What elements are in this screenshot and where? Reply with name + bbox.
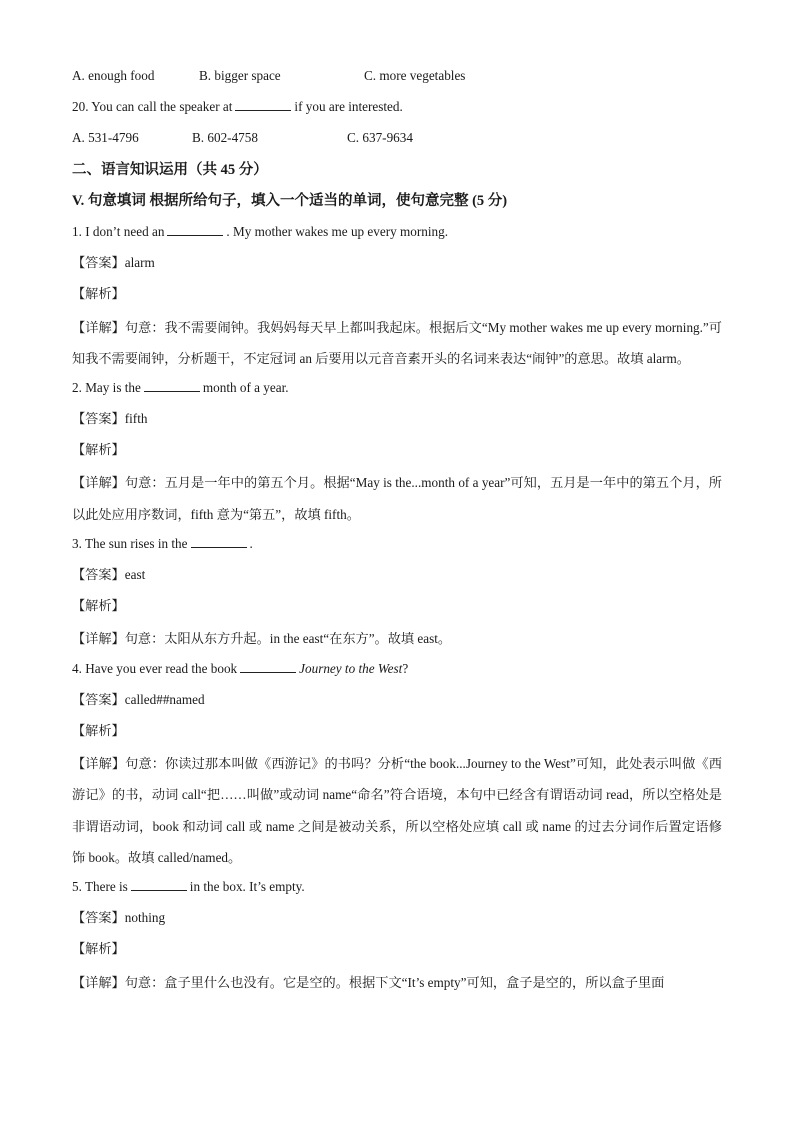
q20-option-c: C. 637-9634 <box>347 130 413 146</box>
question-1-blank <box>167 223 223 236</box>
q19-option-b: B. bigger space <box>199 68 281 83</box>
detail-4-text: 句意：你读过那本叫做《西游记》的书吗？分析“the book...Journey to the West”可知，此处表示叫做《西游记》的书，动词 call“把……叫做”或动词 name“命名”符合语境，本句中已经含有谓语动词 read，所以空格处是非谓语动词，book 和动词 call 或 name 之间是被动关系，所以空格处应填 call 或 name 的过去分词作后置定语修饰 book。故填 called/named。 <box>72 756 722 865</box>
section-5-title: V. 句意填词 根据所给句子，填入一个适当的单词，使句意完整 (5 分) <box>72 192 508 209</box>
question-2-before: 2. May is the <box>72 379 141 395</box>
document-page <box>72 62 722 998</box>
answer-3 <box>72 561 722 592</box>
detail-4 <box>72 748 722 873</box>
detail-2-text: 句意：五月是一年中的第五个月。根据“May is the...month of a year”可知，五月是一年中的第五个月，所以此处应用序数词，fifth 意为“第五”，故填 fifth。 <box>72 475 722 522</box>
detail-3-text: 句意：太阳从东方升起。in the east“在东方”。故填 east。 <box>124 631 452 647</box>
detail-label: 【详解】 <box>72 631 125 647</box>
question-4-book-title: Journey to the West <box>299 660 403 676</box>
analysis-4 <box>72 717 722 748</box>
question-2 <box>72 374 722 405</box>
question-1-before: 1. I don’t need an <box>72 223 165 239</box>
question-5-after: in the box. It’s empty. <box>189 879 305 895</box>
analysis-label: 【解析】 <box>72 941 125 957</box>
detail-3 <box>72 623 722 654</box>
q20-text-after: if you are interested. <box>294 99 403 115</box>
answer-label: 【答案】 <box>72 567 125 583</box>
detail-label: 【详解】 <box>72 475 125 491</box>
answer-1-value: alarm <box>124 255 155 271</box>
detail-2 <box>72 467 722 529</box>
analysis-label: 【解析】 <box>72 286 125 302</box>
analysis-label: 【解析】 <box>72 598 125 614</box>
question-3 <box>72 530 722 561</box>
detail-label: 【详解】 <box>72 974 125 990</box>
q20-option-b: B. 602-4758 <box>192 130 258 146</box>
answer-2-value: fifth <box>124 411 148 427</box>
q20-question <box>72 93 722 124</box>
answer-5 <box>72 904 722 935</box>
question-5 <box>72 873 722 904</box>
q19-option-c: C. more vegetables <box>364 68 466 83</box>
analysis-5 <box>72 935 722 966</box>
question-3-after: . <box>249 535 253 551</box>
answer-4 <box>72 686 722 717</box>
q20-option-a: A. 531-4796 <box>72 130 139 146</box>
detail-1 <box>72 312 722 374</box>
question-4-before: 4. Have you ever read the book <box>72 660 238 676</box>
answer-5-value: nothing <box>124 910 166 926</box>
question-2-blank <box>144 379 200 392</box>
question-5-blank <box>131 878 187 891</box>
answer-label: 【答案】 <box>72 255 125 271</box>
answer-3-value: east <box>124 567 146 583</box>
answer-label: 【答案】 <box>72 910 125 926</box>
q19-option-a: A. enough food <box>72 68 155 83</box>
q19-options-row <box>72 62 722 93</box>
analysis-3 <box>72 592 722 623</box>
answer-1 <box>72 249 722 280</box>
analysis-label: 【解析】 <box>72 442 125 458</box>
question-4-after: ? <box>402 660 409 676</box>
analysis-1 <box>72 280 722 311</box>
question-3-before: 3. The sun rises in the <box>72 535 188 551</box>
section-2-title: 二、语言知识运用（共 45 分） <box>72 161 268 178</box>
q20-blank <box>235 98 291 111</box>
detail-label: 【详解】 <box>72 319 125 335</box>
question-5-before: 5. There is <box>72 879 128 895</box>
detail-5-text: 句意：盒子里什么也没有。它是空的。根据下文“It’s empty”可知，盒子是空的，所以盒子里面 <box>124 974 665 990</box>
question-1 <box>72 218 722 249</box>
answer-2 <box>72 405 722 436</box>
answer-4-value: called##named <box>124 691 205 707</box>
answer-label: 【答案】 <box>72 411 125 427</box>
q20-options-row <box>72 124 722 155</box>
question-1-after: . My mother wakes me up every morning. <box>226 223 448 239</box>
question-4-blank <box>240 660 296 673</box>
question-4 <box>72 655 722 686</box>
question-2-after: month of a year. <box>202 379 289 395</box>
q20-text-before: 20. You can call the speaker at <box>72 99 233 115</box>
answer-label: 【答案】 <box>72 691 125 707</box>
detail-label: 【详解】 <box>72 756 126 772</box>
detail-5 <box>72 967 722 998</box>
analysis-2 <box>72 436 722 467</box>
analysis-label: 【解析】 <box>72 723 125 739</box>
question-3-blank <box>191 535 247 548</box>
detail-1-text: 句意：我不需要闹钟。我妈妈每天早上都叫我起床。根据后文“My mother wakes me up every morning.”可知我不需要闹钟，分析题干，不定冠词 an 后要用以元音音素开头的名词来表达“闹钟”的意思。故填 alarm。 <box>72 319 722 366</box>
